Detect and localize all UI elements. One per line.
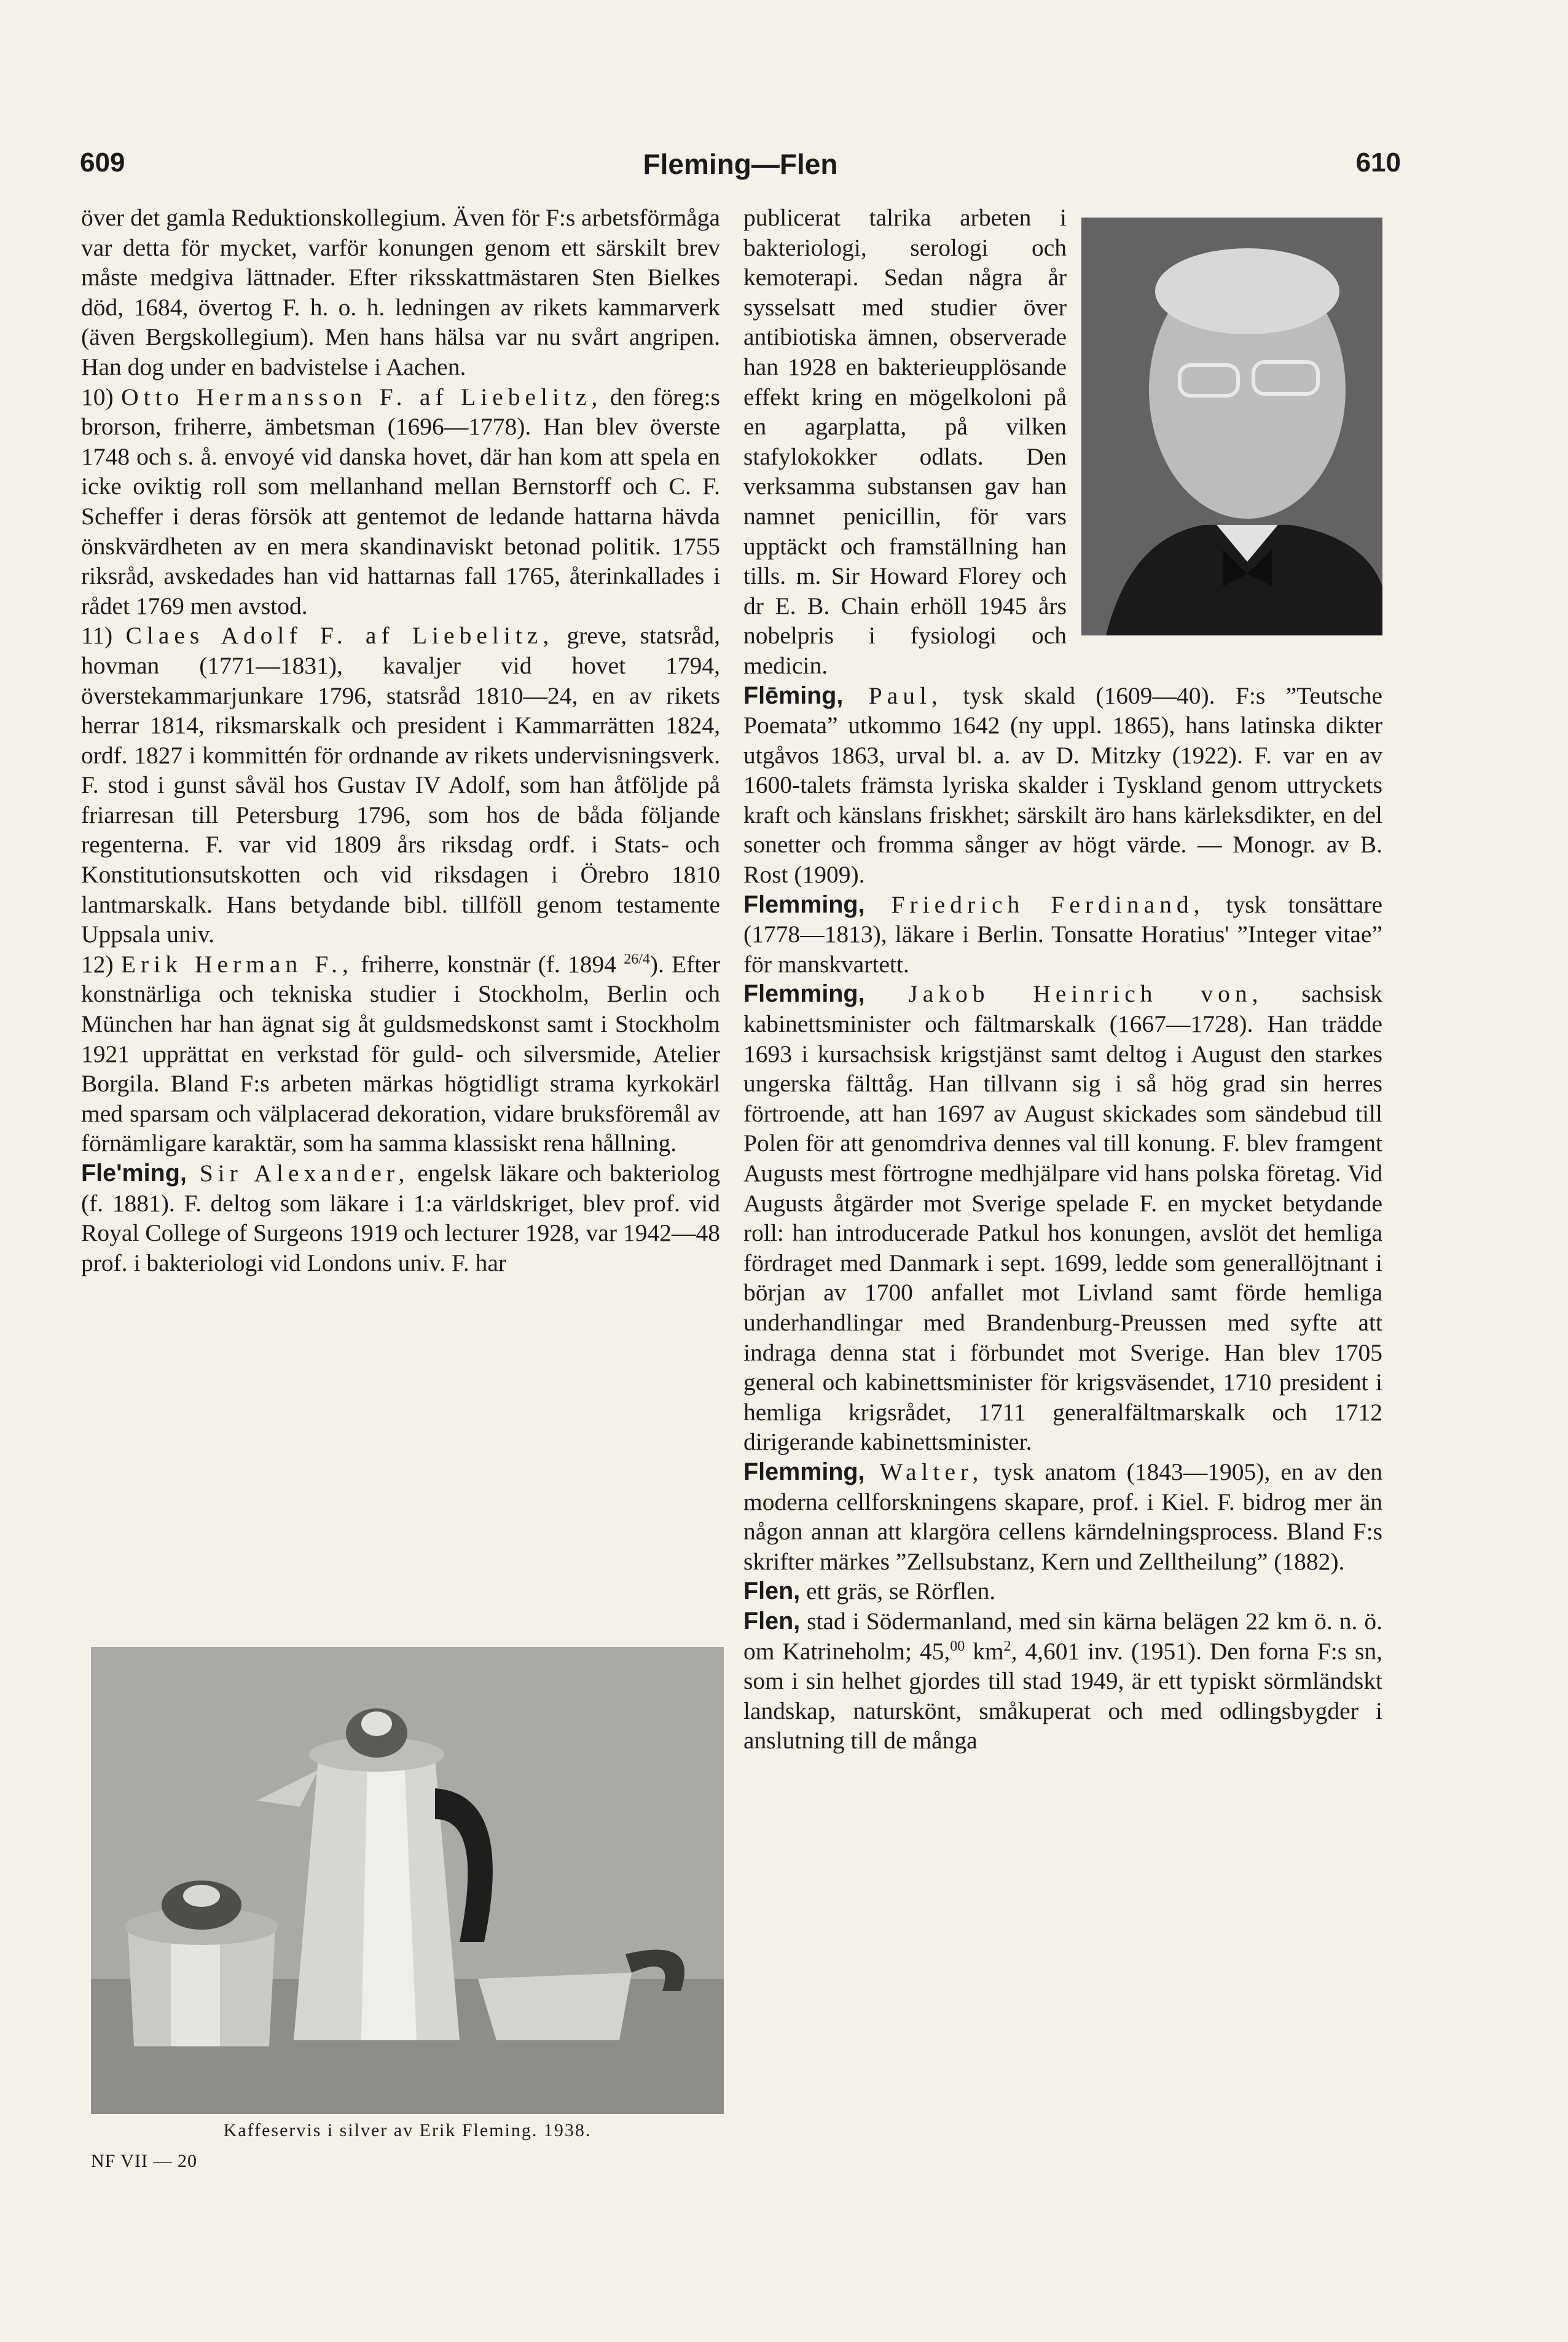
page-number-left: 609 bbox=[80, 147, 125, 178]
left-column bbox=[81, 203, 720, 1278]
alexander-fleming-portrait bbox=[1081, 218, 1382, 635]
headword: Flemming, bbox=[743, 890, 865, 918]
headword: Flemming, bbox=[743, 980, 865, 1008]
headword: Flen, bbox=[743, 1607, 801, 1635]
entry-alexander-fleming: Fle'ming, Sir Alexander, engelsk läkare och bakteriolog (f. 1881). F. deltog som läkare i 1:a världskriget, blev prof. vid Royal College of Surgeons 1919 och lecturer 1928, var 1942—48 prof. i bakteriologi vid Londons univ. F. har bbox=[81, 1160, 720, 1276]
person-name: Claes Adolf F. af Liebelitz, bbox=[125, 622, 554, 650]
headword: Flen, bbox=[743, 1578, 801, 1605]
headword: Flemming, bbox=[743, 1458, 865, 1485]
paragraph-continuation: publicerat talrika arbeten i bakteriologi, serologi och kemoterapi. Sedan några år sysselsatt med studier över antibiotiska ämnen, observerade han 1928 en bakterieupplösande effekt kring en mögelkoloni på en agarplatta, på vilken stafylokokker odlats. Den verksamma substansen gav han namnet penicillin, för vars upptäckt och framställning han tills. m. Sir Howard Florey och dr E. B. Chain erhöll 1945 års nobelpris i fysiologi och medicin. bbox=[743, 204, 1067, 679]
person-name: Otto Hermansson F. af Liebelitz, bbox=[121, 383, 603, 411]
running-head: Fleming—Flen bbox=[643, 148, 838, 180]
volume-signature: NF VII — 20 bbox=[91, 2151, 197, 2171]
person-name: Sir Alexander, bbox=[186, 1160, 410, 1187]
entry-erik-herman: 12) Erik Herman F., friherre, konstnär (f. 1894 $^{26/4}$). Efter konstnärliga och tekniska studier i Stockholm, Berlin och München har han ägnat sig åt guldsmedskonst samt i Stockholm 1921 upprättat en verkstad för guld- och silversmide, Atelier Borgila. Bland F:s arbeten märkas högtidligt strama kyrkokärl med sparsam och välplacerad dekoration, vidare bruksföremål av förnämligare karaktär, som ha samma klassiskt rena hållning. bbox=[81, 950, 720, 1157]
entry-claes-adolf: 11) Claes Adolf F. af Liebelitz, greve, statsråd, hovman (1771—1831), kavaljer vid hovet 1794, överstekammarjunkare 1796, statsråd 1810—24, en av rikets herrar 1814, riksmarskalk och president i Kammarrätten 1824, ordf. 1827 i kommittén för ordnande av rikets undervisningsverk. F. stod i gunst såväl hos Gustav IV Adolf, som han åtföljde på friarresan till Petersburg 1796, som hos de båda följande regenterna. F. var vid 1809 års riksdag ordf. i Stats- och Konstitutionsutskotten och vid riksdagen i Örebro 1810 lantmarskalk. Hans betydande bibl. tillföll genom testamente Uppsala univ. bbox=[81, 622, 720, 948]
page-header bbox=[80, 147, 1401, 191]
entry-paul-fleming: Flēming, Paul, tysk skald (1609—40). F:s ”Teutsche Poemata” utkommo 1642 (ny uppl. 1865), hans latinska dikter utgåvos 1863, urval bl. a. av D. Mitzky (1922). F. var en av 1600-talets främsta lyriska skalder i Tyskland genom uttryckets kraft och känslans friskhet; särskilt äro hans kärleksdikter, en del sonetter och fromma sånger av högt värde. — Monogr. av B. Rost (1909). bbox=[743, 682, 1382, 889]
person-name: Jakob Heinrich von, bbox=[864, 980, 1263, 1008]
entry-flen-grass: Flen, ett gräs, se Rörflen. bbox=[743, 1578, 996, 1605]
page-number-right: 610 bbox=[1355, 147, 1401, 178]
paragraph-continuation: över det gamla Reduktionskollegium. Även för F:s arbetsförmåga var detta för mycket, varför konungen genom ett särskilt brev måste medgiva lättnader. Efter riksskattmästaren Sten Bielkes död, 1684, övertog F. h. o. h. ledningen av rikets kammarverk (även Bergskollegium). Men hans hälsa var nu svårt angripen. Han dog under en badvistelse i Aachen. bbox=[81, 204, 720, 380]
headword: Flēming, bbox=[743, 682, 844, 709]
entry-friedrich-ferdinand-flemming: Flemming, Friedrich Ferdinand, tysk tonsättare (1778—1813), läkare i Berlin. Tonsatte Horatius' ”Integer vitae” för manskvartett. bbox=[743, 890, 1382, 978]
right-column bbox=[743, 203, 1382, 1756]
coffee-service-photo bbox=[91, 1647, 724, 2114]
person-name: Walter, bbox=[864, 1458, 984, 1485]
headword: Fle'ming, bbox=[81, 1160, 187, 1187]
date-superscript: 26/4 bbox=[624, 951, 650, 967]
person-name: Friedrich Ferdinand, bbox=[864, 890, 1205, 918]
entry-flen-town: Flen, stad i Södermanland, med sin kärna belägen 22 km ö. n. ö. om Katrineholm; 45,00 $km^2$, 4,601 inv. (1951). Den forna F:s sn, som i sin helhet gjordes till stad 1949, är ett typiskt sörmländskt landskap, naturskönt, småkuperat och med odlingsbygder i anslutning till de många bbox=[743, 1607, 1383, 1755]
person-name: Paul, bbox=[843, 682, 943, 709]
entry-jakob-heinrich-flemming: Flemming, Jakob Heinrich von, sachsisk kabinettsminister och fältmarskalk (1667—1728). Han trädde 1693 i kursachsisk krigstjänst samt deltog i August den starkes ungerska fälttåg. Han tillvann sig i så hög grad sin herres förtroende, att han 1697 av August skickades som sändebud till Polen för att genomdriva dennes val till konung. F. blev framgent Augusts mest förtrogne medhjälpare vid hans polska företag. Vid Augusts åtgärder mot Sverige spelade F. en mycket betydande roll: han introducerade Patkul hos konungen, avslöt det hemliga fördraget med Danmark i sept. 1699, ledde som generallöjtnant i början av 1700 anfallet mot Livland samt förde hemliga underhandlingar med Brandenburg-Preussen med syfte att indraga denna stat i förbundet mot Sverige. Han blev 1705 general och kabinettsminister för krigsväsendet, 1710 president i hemliga krigsrådet, 1711 generalfältmarskalk och 1712 dirigerande kabinettsminister. bbox=[743, 980, 1382, 1456]
figure-caption: Kaffeservis i silver av Erik Fleming. 1938. bbox=[223, 2120, 592, 2140]
entry-otto-hermansson: 10) Otto Hermansson F. af Liebelitz, den föreg:s brorson, friherre, ämbetsman (1696—1778). Han blev överste 1748 och s. å. envoyé vid danska hovet, där han kom att spela en icke oviktig roll som mellanhand mellan Bernstorff och C. F. Scheffer i deras försök att gentemot de ledande hattarna hävda önskvärdheten av en mera skandinaviskt betonad politik. 1755 riksråd, avskedades han vid hattarnas fall 1765, återinkallades i rådet 1769 men avstod. bbox=[81, 383, 721, 619]
entry-walter-flemming: Flemming, Walter, tysk anatom (1843—1905), en av den moderna cellforskningens skapare, prof. i Kiel. F. bidrog mer än någon annan att klargöra cellens kärndelningsprocess. Bland F:s skrifter märkes ”Zellsubstanz, Kern und Zelltheilung” (1882). bbox=[743, 1458, 1382, 1575]
person-name: Erik Herman F., bbox=[120, 950, 353, 978]
